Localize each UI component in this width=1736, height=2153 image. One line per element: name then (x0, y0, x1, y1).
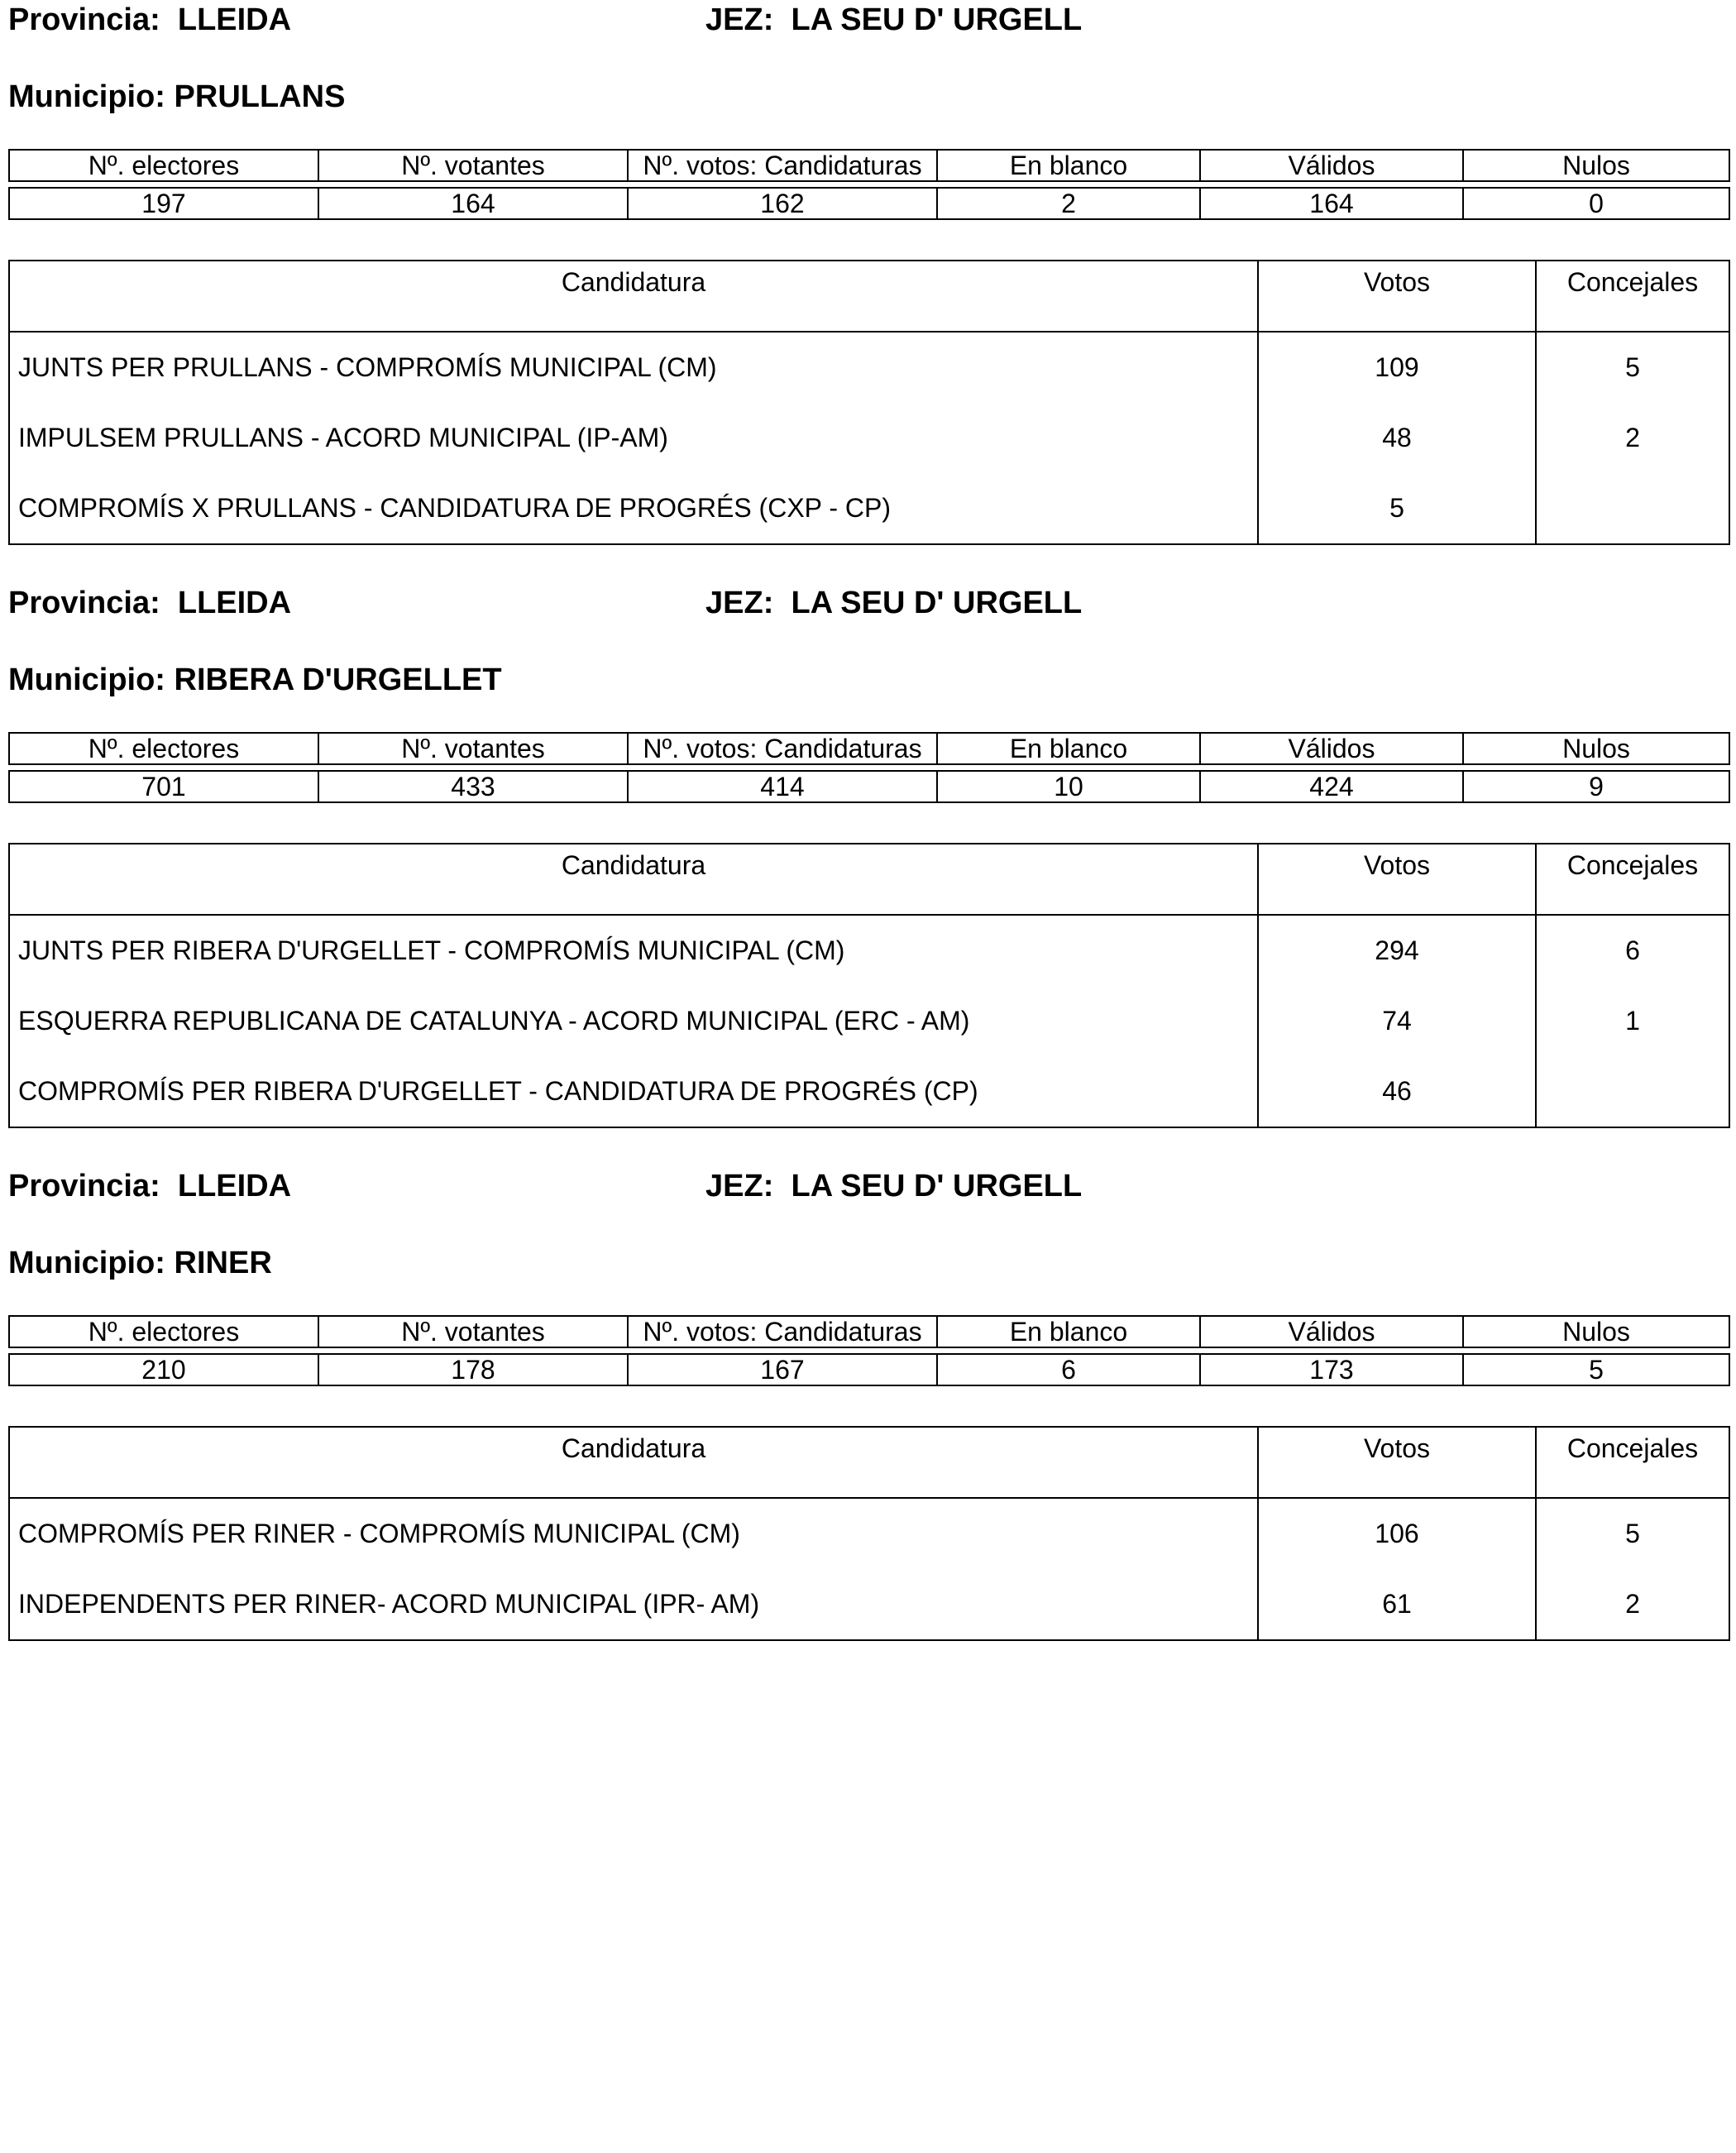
stat-value-validos: 424 (1200, 771, 1463, 802)
candidaturas-header-row (9, 844, 1729, 915)
candidatura-votos: 61 (1258, 1569, 1536, 1640)
cand-header-votos: Votos (1258, 1427, 1536, 1498)
provincia-label: Provincia: (8, 1169, 160, 1203)
municipio-label: Municipio: (8, 79, 165, 114)
candidaturas-table (8, 260, 1730, 545)
table-row (9, 403, 1729, 473)
cand-header-candidatura: Candidatura (9, 261, 1258, 332)
municipio-value: PRULLANS (174, 79, 346, 114)
jez-heading (705, 1170, 1082, 1202)
stats-header-row (9, 733, 1729, 764)
stat-header-en-blanco: En blanco (937, 1316, 1200, 1347)
cand-header-concejales: Concejales (1536, 1427, 1729, 1498)
stat-header-votos-candidaturas: Nº. votos: Candidaturas (628, 150, 937, 181)
municipio-label: Municipio: (8, 663, 165, 697)
candidatura-name: COMPROMÍS X PRULLANS - CANDIDATURA DE PROGRÉS (CXP - CP) (9, 473, 1258, 544)
stats-value-row (9, 1354, 1729, 1385)
stat-value-en-blanco: 10 (937, 771, 1200, 802)
stat-value-en-blanco: 2 (937, 188, 1200, 219)
provincia-heading (8, 1170, 291, 1202)
stat-value-electores: 701 (9, 771, 318, 802)
stat-value-votos-candidaturas: 162 (628, 188, 937, 219)
stat-value-en-blanco: 6 (937, 1354, 1200, 1385)
municipio-value: RIBERA D'URGELLET (174, 663, 502, 697)
stat-header-nulos: Nulos (1463, 1316, 1729, 1347)
stat-value-votantes: 433 (318, 771, 628, 802)
stat-value-nulos: 0 (1463, 188, 1729, 219)
candidatura-name: ESQUERRA REPUBLICANA DE CATALUNYA - ACORD MUNICIPAL (ERC - AM) (9, 986, 1258, 1056)
stat-header-validos: Válidos (1200, 1316, 1463, 1347)
table-row (9, 473, 1729, 544)
stat-header-electores: Nº. electores (9, 733, 318, 764)
table-row (9, 1056, 1729, 1127)
table-row (9, 986, 1729, 1056)
provincia-heading (8, 587, 291, 619)
cand-header-concejales: Concejales (1536, 844, 1729, 915)
candidatura-concejales (1536, 473, 1729, 544)
candidaturas-header-row (9, 1427, 1729, 1498)
candidatura-concejales (1536, 1056, 1729, 1127)
jez-label: JEZ: (705, 1169, 774, 1203)
cand-header-votos: Votos (1258, 261, 1536, 332)
stat-value-validos: 164 (1200, 188, 1463, 219)
stat-value-votos-candidaturas: 167 (628, 1354, 937, 1385)
jez-value: LA SEU D' URGELL (791, 1169, 1083, 1203)
candidatura-votos: 74 (1258, 986, 1536, 1056)
stat-value-votantes: 178 (318, 1354, 628, 1385)
candidatura-concejales: 6 (1536, 915, 1729, 986)
stat-header-validos: Válidos (1200, 733, 1463, 764)
stat-header-votantes: Nº. votantes (318, 1316, 628, 1347)
candidatura-votos: 48 (1258, 403, 1536, 473)
candidatura-concejales: 5 (1536, 332, 1729, 403)
stat-value-electores: 197 (9, 188, 318, 219)
candidaturas-header-row (9, 261, 1729, 332)
stat-value-votantes: 164 (318, 188, 628, 219)
municipio-section (8, 0, 1729, 583)
table-row (9, 915, 1729, 986)
stat-value-validos: 173 (1200, 1354, 1463, 1385)
stats-header-row (9, 150, 1729, 181)
jez-label: JEZ: (705, 2, 774, 37)
candidatura-name: COMPROMÍS PER RIBERA D'URGELLET - CANDIDATURA DE PROGRÉS (CP) (9, 1056, 1258, 1127)
stat-value-nulos: 5 (1463, 1354, 1729, 1385)
stats-header-row (9, 1316, 1729, 1347)
municipio-label: Municipio: (8, 1246, 165, 1280)
candidatura-votos: 294 (1258, 915, 1536, 986)
jez-value: LA SEU D' URGELL (791, 586, 1083, 620)
municipio-value: RINER (174, 1246, 272, 1280)
provincia-label: Provincia: (8, 2, 160, 37)
candidatura-name: IMPULSEM PRULLANS - ACORD MUNICIPAL (IP-AM) (9, 403, 1258, 473)
candidatura-concejales: 2 (1536, 1569, 1729, 1640)
municipio-heading (8, 81, 345, 112)
provincia-value: LLEIDA (177, 1169, 292, 1203)
stat-header-validos: Válidos (1200, 150, 1463, 181)
stat-header-nulos: Nulos (1463, 733, 1729, 764)
cand-header-candidatura: Candidatura (9, 1427, 1258, 1498)
candidatura-votos: 109 (1258, 332, 1536, 403)
provincia-label: Provincia: (8, 586, 160, 620)
municipio-section (8, 583, 1729, 1166)
stat-header-nulos: Nulos (1463, 150, 1729, 181)
stat-header-votos-candidaturas: Nº. votos: Candidaturas (628, 733, 937, 764)
stats-table (8, 1315, 1730, 1386)
cand-header-candidatura: Candidatura (9, 844, 1258, 915)
stat-header-electores: Nº. electores (9, 1316, 318, 1347)
stats-table (8, 149, 1730, 220)
jez-value: LA SEU D' URGELL (791, 2, 1083, 37)
stat-value-electores: 210 (9, 1354, 318, 1385)
candidatura-concejales: 2 (1536, 403, 1729, 473)
stat-header-votos-candidaturas: Nº. votos: Candidaturas (628, 1316, 937, 1347)
municipio-section (8, 1166, 1729, 1749)
cand-header-concejales: Concejales (1536, 261, 1729, 332)
stats-value-row (9, 771, 1729, 802)
candidaturas-table (8, 1426, 1730, 1641)
provincia-heading (8, 4, 291, 36)
provincia-value: LLEIDA (177, 2, 292, 37)
candidatura-name: INDEPENDENTS PER RINER- ACORD MUNICIPAL (IPR- AM) (9, 1569, 1258, 1640)
table-row (9, 1498, 1729, 1569)
stat-value-votos-candidaturas: 414 (628, 771, 937, 802)
table-row (9, 332, 1729, 403)
candidatura-votos: 106 (1258, 1498, 1536, 1569)
candidatura-concejales: 1 (1536, 986, 1729, 1056)
candidatura-votos: 5 (1258, 473, 1536, 544)
stat-header-votantes: Nº. votantes (318, 733, 628, 764)
stat-header-en-blanco: En blanco (937, 733, 1200, 764)
candidatura-name: JUNTS PER RIBERA D'URGELLET - COMPROMÍS MUNICIPAL (CM) (9, 915, 1258, 986)
candidatura-name: JUNTS PER PRULLANS - COMPROMÍS MUNICIPAL (CM) (9, 332, 1258, 403)
table-row (9, 1569, 1729, 1640)
municipio-heading (8, 664, 502, 696)
candidaturas-table (8, 843, 1730, 1128)
candidatura-votos: 46 (1258, 1056, 1536, 1127)
cand-header-votos: Votos (1258, 844, 1536, 915)
municipio-heading (8, 1247, 272, 1279)
stat-value-nulos: 9 (1463, 771, 1729, 802)
stats-value-row (9, 188, 1729, 219)
jez-label: JEZ: (705, 586, 774, 620)
jez-heading (705, 587, 1082, 619)
provincia-value: LLEIDA (177, 586, 292, 620)
stat-header-en-blanco: En blanco (937, 150, 1200, 181)
stat-header-electores: Nº. electores (9, 150, 318, 181)
candidatura-name: COMPROMÍS PER RINER - COMPROMÍS MUNICIPAL (CM) (9, 1498, 1258, 1569)
stats-table (8, 732, 1730, 803)
jez-heading (705, 4, 1082, 36)
stat-header-votantes: Nº. votantes (318, 150, 628, 181)
candidatura-concejales: 5 (1536, 1498, 1729, 1569)
